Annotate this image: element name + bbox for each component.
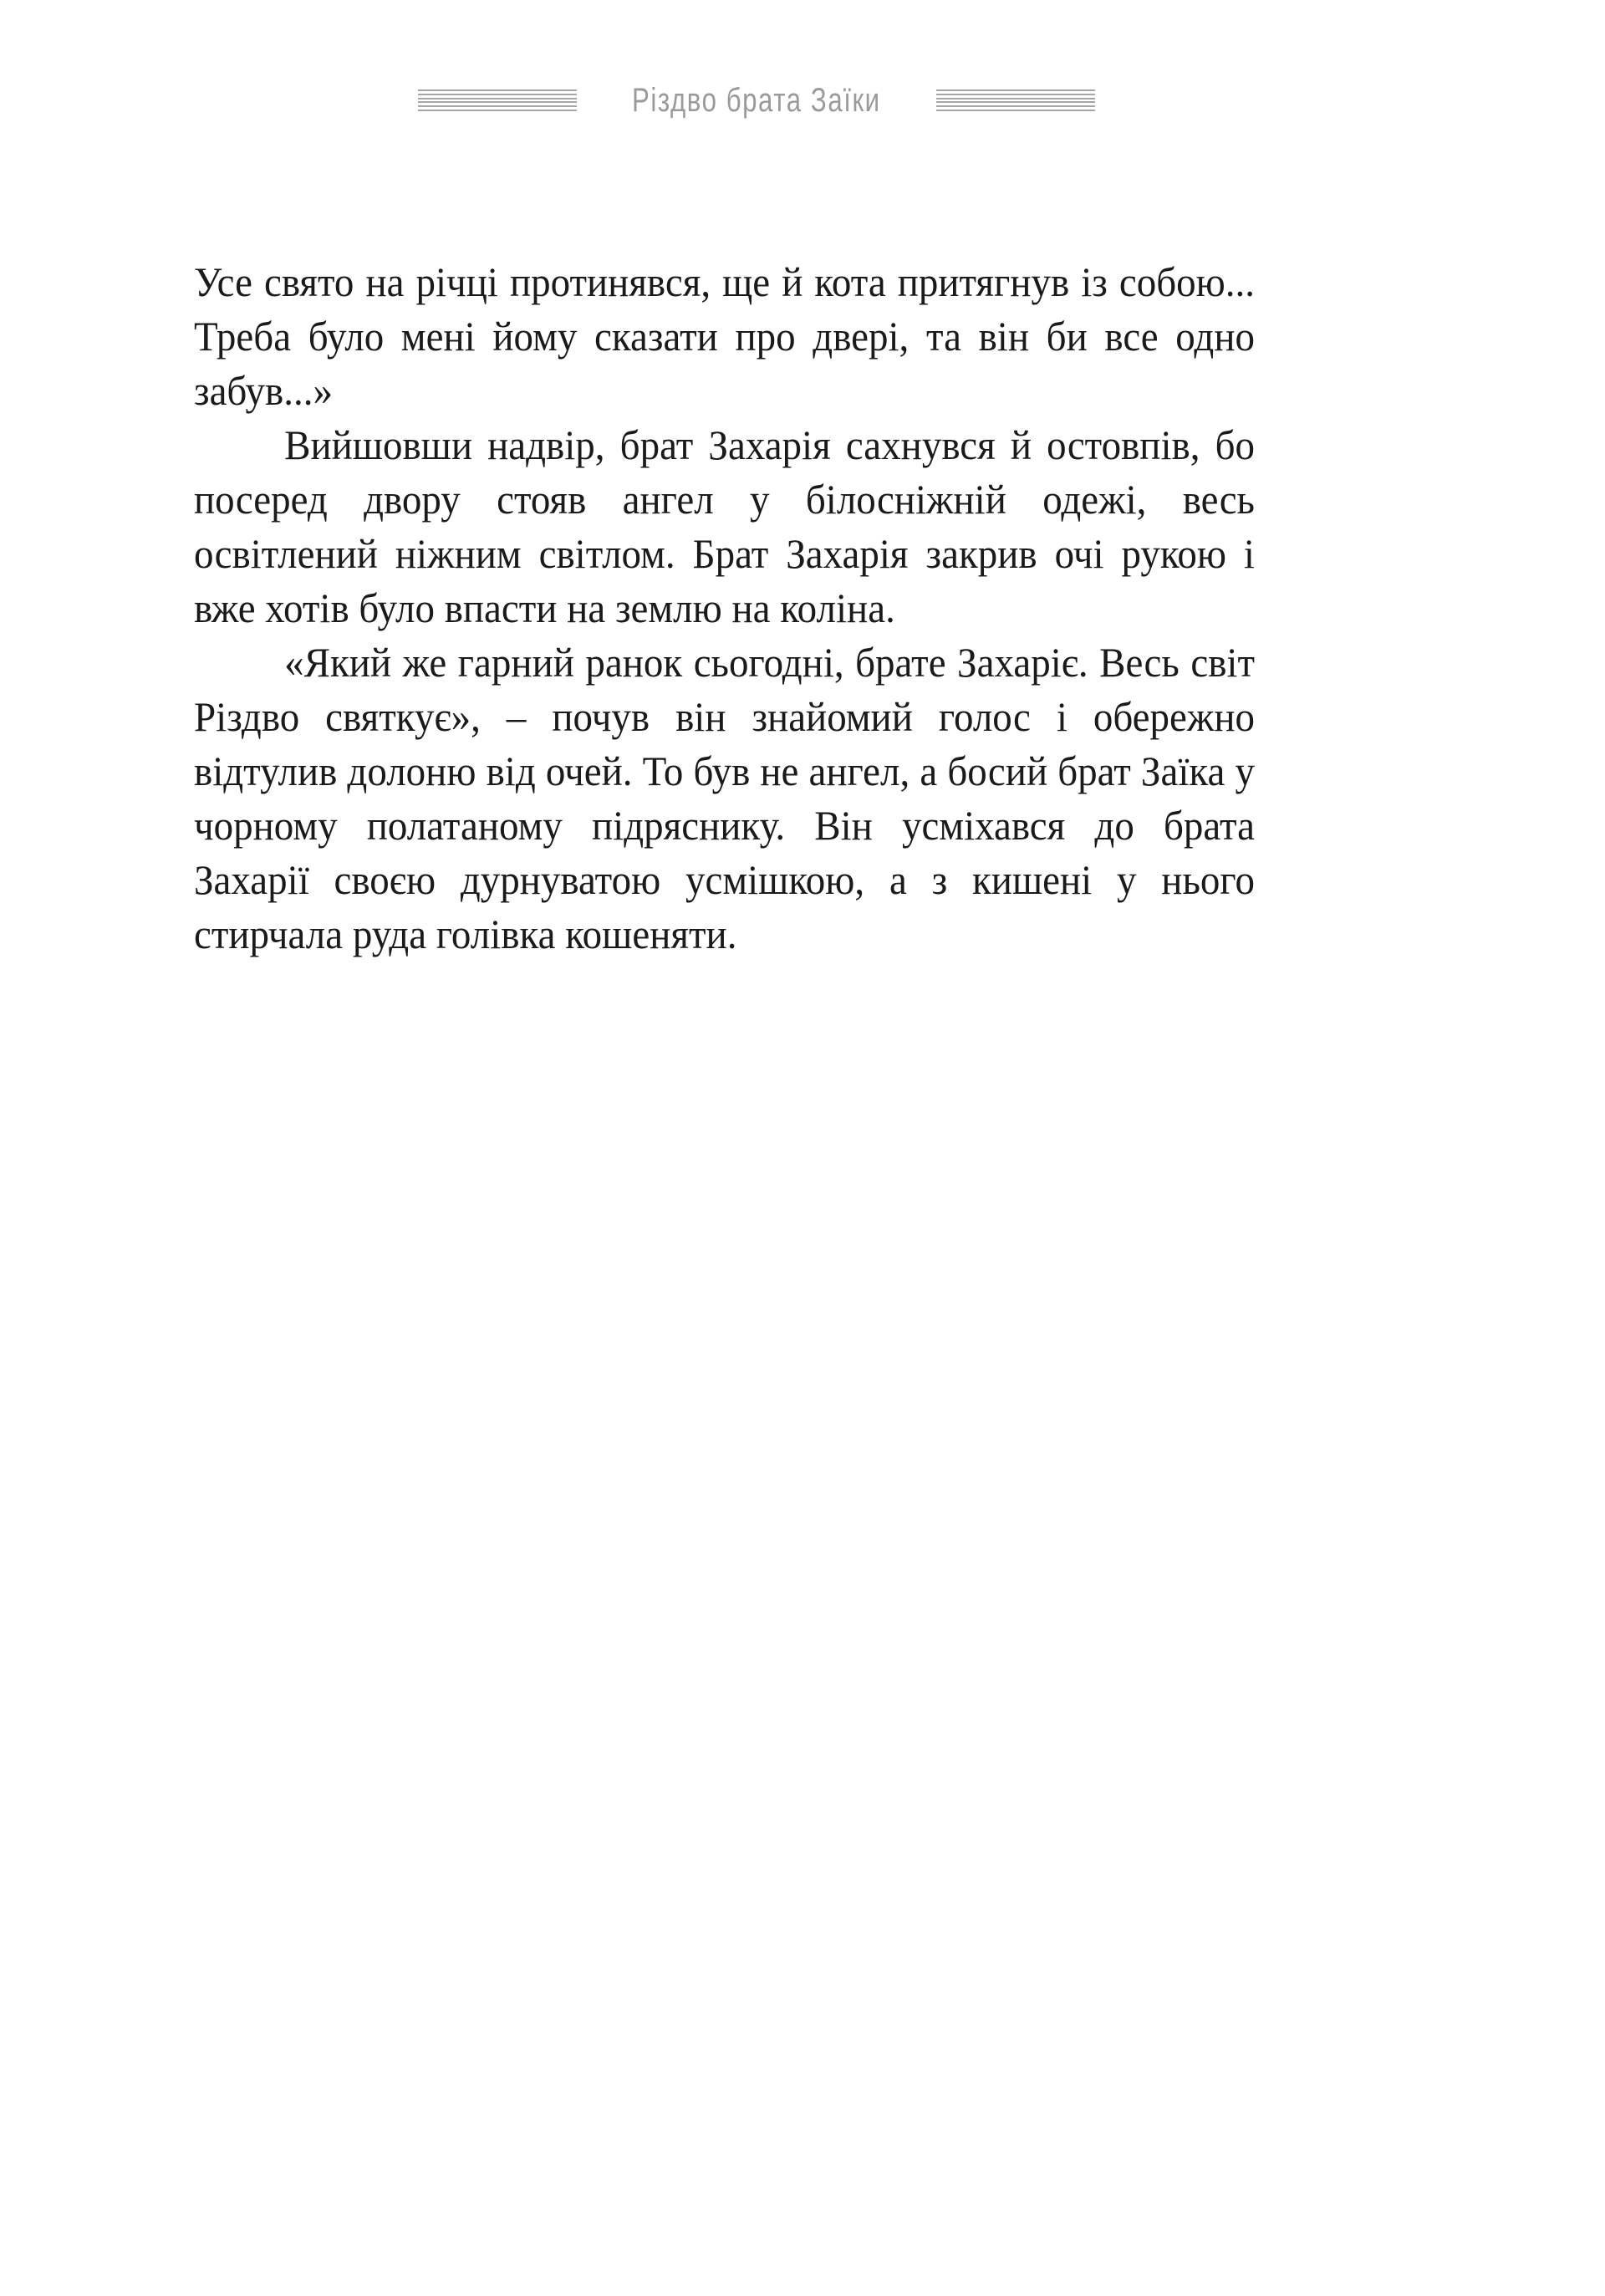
body-text [194,255,1255,962]
paragraph: Усе свято на річці протинявся, ще й кота притягнув із собою... Треба було мені йому сказати про двері, та він би все одно забув...» [194,258,1255,414]
header-rule-left [418,89,577,111]
paragraph: «Який же гарний ранок сьогодні, брате Захаріє. Весь світ Різдво святкує», – почув він знайомий голос і обережно відтулив долоню від очей. То був не ангел, а босий брат Заїка у чорному полатаному підряснику. Він усміхався до брата Захарії своєю дурнуватою усмішкою, а з кишені у нього стирчала руда голівка кошеняти. [194,639,1256,957]
running-title: Різдво брата Заїки [632,81,881,119]
paragraph: Вийшовши надвір, брат Захарія сахнувся й остовпів, бо посеред двору стояв ангел у білосніжній одежі, весь освітлений ніжним світлом. Брат Захарія закрив очі рукою і вже хотів було впасти на землю на коліна. [194,421,1256,631]
running-header [418,75,1095,125]
header-rule-right [936,89,1095,111]
